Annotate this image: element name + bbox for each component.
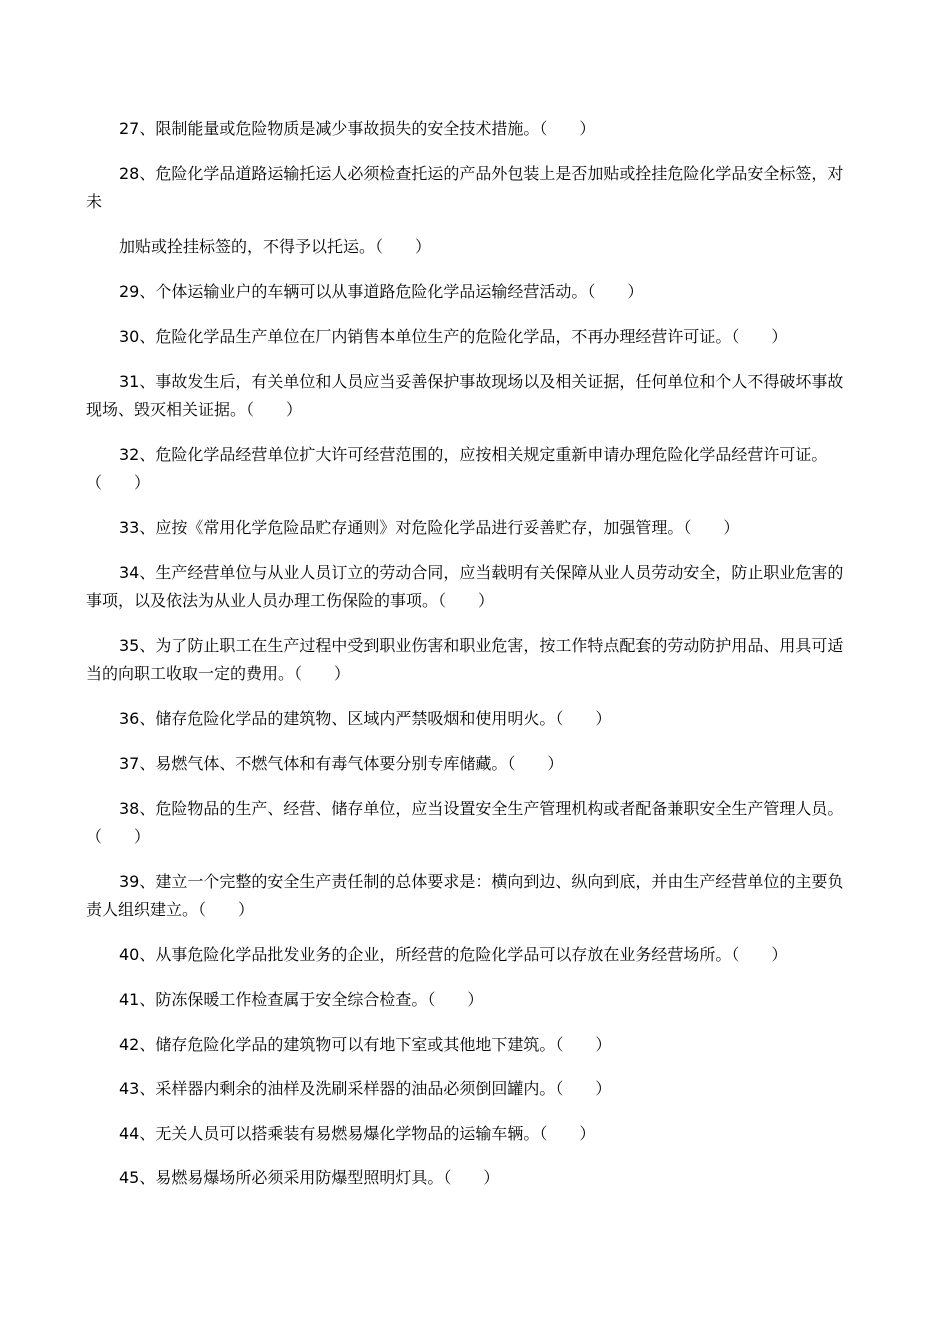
- question-36-line-1: 36、储存危险化学品的建筑物、区域内严禁吸烟和使用明火。（ ）: [119, 709, 612, 728]
- question-28-line-1: 28、危险化学品道路运输托运人必须检查托运的产品外包装上是否加贴或拴挂危险化学品安全标签，对: [119, 164, 844, 183]
- question-42-line-1: 42、储存危险化学品的建筑物可以有地下室或其他地下建筑。（ ）: [119, 1035, 612, 1054]
- question-27-line-1: 27、限制能量或危险物质是减少事故损失的安全技术措施。（ ）: [119, 119, 596, 138]
- question-40-line-1: 40、从事危险化学品批发业务的企业，所经营的危险化学品可以存放在业务经营场所。（ ）: [119, 945, 788, 964]
- question-28-line-3: 加贴或拴挂标签的，不得予以托运。（ ）: [119, 237, 432, 256]
- question-39-line-1: 39、建立一个完整的安全生产责任制的总体要求是：横向到边、纵向到底，并由生产经营单位的主要负: [119, 872, 844, 891]
- question-32-line-1: 32、危险化学品经营单位扩大许可经营范围的，应按相关规定重新申请办理危险化学品经营许可证。: [119, 445, 828, 464]
- question-28-line-2: 未: [86, 192, 103, 211]
- question-43-line-1: 43、采样器内剩余的油样及洗刷采样器的油品必须倒回罐内。（ ）: [119, 1079, 612, 1098]
- question-35-line-1: 35、为了防止职工在生产过程中受到职业伤害和职业危害，按工作特点配套的劳动防护用品、用具可适: [119, 636, 844, 655]
- question-45-line-1: 45、易燃易爆场所必须采用防爆型照明灯具。（ ）: [119, 1168, 500, 1187]
- question-38-line-1: 38、危险物品的生产、经营、储存单位，应当设置安全生产管理机构或者配备兼职安全生产管理人员。: [119, 799, 844, 818]
- question-34-line-1: 34、生产经营单位与从业人员订立的劳动合同，应当载明有关保障从业人员劳动安全，防止职业危害的: [119, 563, 844, 582]
- question-41-line-1: 41、防冻保暖工作检查属于安全综合检查。（ ）: [119, 990, 484, 1009]
- question-33-line-1: 33、应按《常用化学危险品贮存通则》对危险化学品进行妥善贮存，加强管理。（ ）: [119, 518, 740, 537]
- question-31-line-2: 现场、毁灭相关证据。（ ）: [86, 400, 303, 419]
- question-39-line-2: 责人组织建立。（ ）: [86, 900, 255, 919]
- question-38-line-2: （ ）: [86, 827, 151, 846]
- question-29-line-1: 29、个体运输业户的车辆可以从事道路危险化学品运输经营活动。（ ）: [119, 282, 644, 301]
- question-37-line-1: 37、易燃气体、不燃气体和有毒气体要分别专库储藏。（ ）: [119, 754, 564, 773]
- question-34-line-2: 事项，以及依法为从业人员办理工伤保险的事项。（ ）: [86, 591, 495, 610]
- question-35-line-2: 当的向职工收取一定的费用。（ ）: [86, 664, 351, 683]
- question-30-line-1: 30、危险化学品生产单位在厂内销售本单位生产的危险化学品，不再办理经营许可证。（ ）: [119, 327, 788, 346]
- question-44-line-1: 44、无关人员可以搭乘装有易燃易爆化学物品的运输车辆。（ ）: [119, 1124, 596, 1143]
- question-32-line-2: （ ）: [86, 473, 151, 492]
- question-31-line-1: 31、事故发生后，有关单位和人员应当妥善保护事故现场以及相关证据，任何单位和个人不得破坏事故: [119, 372, 844, 391]
